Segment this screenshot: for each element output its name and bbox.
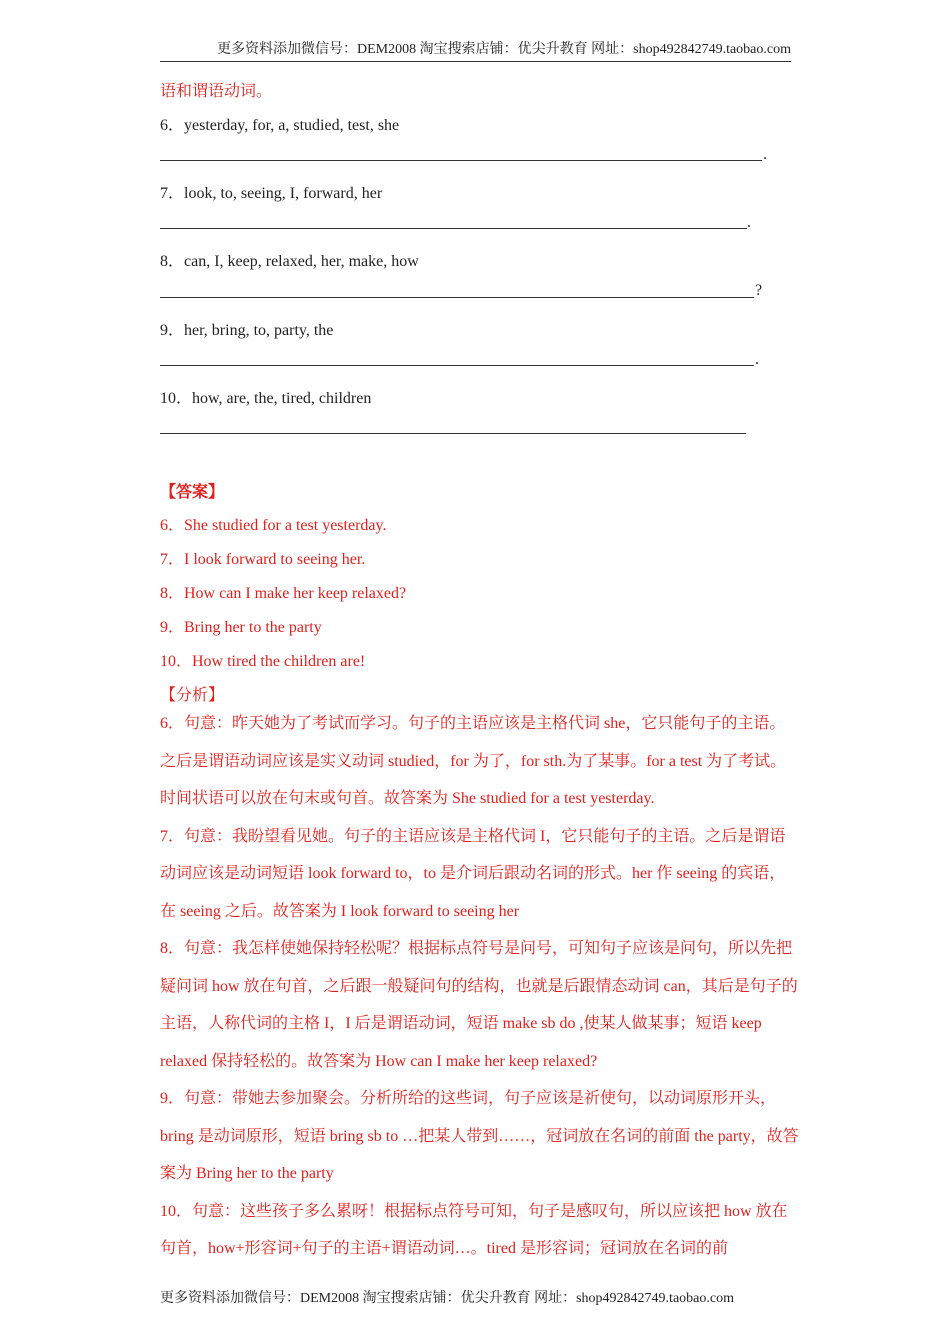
answer-heading: 【答案】 [160, 484, 225, 501]
analysis-heading: 【分析】 [160, 687, 225, 704]
intro-text: 语和谓语动词。 [160, 83, 273, 100]
analysis-section [160, 705, 800, 1268]
answer-blank-8[interactable] [160, 297, 754, 298]
answer-8: 8．How can I make her keep relaxed? [160, 585, 407, 602]
answer-blank-6[interactable] [160, 160, 762, 161]
answer-9: 9．Bring her to the party [160, 619, 322, 636]
question-8: 8．can, I, keep, relaxed, her, make, how [160, 253, 419, 270]
answer-blank-7[interactable] [160, 228, 747, 229]
analysis-10: 10．句意：这些孩子多么累呀！根据标点符号可知，句子是感叹句，所以应该把 how 放在句首，how+形容词+句子的主语+谓语动词…。tired 是形容词；冠词放在名词的前 [160, 1202, 788, 1257]
question-7: 7．look, to, seeing, I, forward, her [160, 185, 383, 202]
analysis-8: 8．句意：我怎样使她保持轻松呢？根据标点符号是问号，可知句子应该是问句，所以先把疑问词 how 放在句首，之后跟一般疑问句的结构，也就是后跟情态动词 can，其后是句子的主语，人称代词的主格 I，I 后是谓语动词，短语 make sb do ,使某人做某事；短语 keep relaxed 保持轻松的。故答案为 How can I make her keep relaxed? [160, 940, 798, 1070]
page-header: 更多资料添加微信号：DEM2008 淘宝搜索店铺：优尖升教育 网址：shop492842749.taobao.com [160, 38, 791, 62]
question-6: 6．yesterday, for, a, studied, test, she [160, 117, 400, 134]
answer-7: 7．I look forward to seeing her. [160, 551, 366, 568]
question-9: 9．her, bring, to, party, the [160, 322, 334, 339]
analysis-6: 6．句意：昨天她为了考试而学习。句子的主语应该是主格代词 she，它只能句子的主语。之后是谓语动词应该是实义动词 studied，for 为了，for sth.为了某事。for a test 为了考试。时间状语可以放在句末或句首。故答案为 She studied for a test yesterday. [160, 715, 787, 807]
analysis-7: 7．句意：我盼望看见她。句子的主语应该是主格代词 I，它只能句子的主语。之后是谓语动词应该是动词短语 look forward to，to 是介词后跟动名词的形式。her 作 seeing 的宾语，在 seeing 之后。故答案为 I look forward to seeing her [160, 827, 786, 920]
answer-blank-10[interactable] [160, 433, 746, 434]
blank-end-7: . [747, 214, 751, 231]
analysis-9: 9．句意：带她去参加聚会。分析所给的这些词，句子应该是祈使句，以动词原形开头，bring 是动词原形，短语 bring sb to …把某人带到……，冠词放在名词的前面 the party，故答案为 Bring her to the party [160, 1090, 799, 1182]
page-footer: 更多资料添加微信号：DEM2008 淘宝搜索店铺：优尖升教育 网址：shop492842749.taobao.com [160, 1291, 734, 1306]
blank-end-9: . [755, 351, 759, 368]
answer-10: 10．How tired the children are! [160, 653, 366, 670]
blank-end-6: . [763, 146, 767, 163]
answer-blank-9[interactable] [160, 365, 754, 366]
answer-6: 6．She studied for a test yesterday. [160, 517, 387, 534]
question-10: 10．how, are, the, tired, children [160, 390, 372, 407]
blank-end-8: ? [755, 282, 763, 299]
